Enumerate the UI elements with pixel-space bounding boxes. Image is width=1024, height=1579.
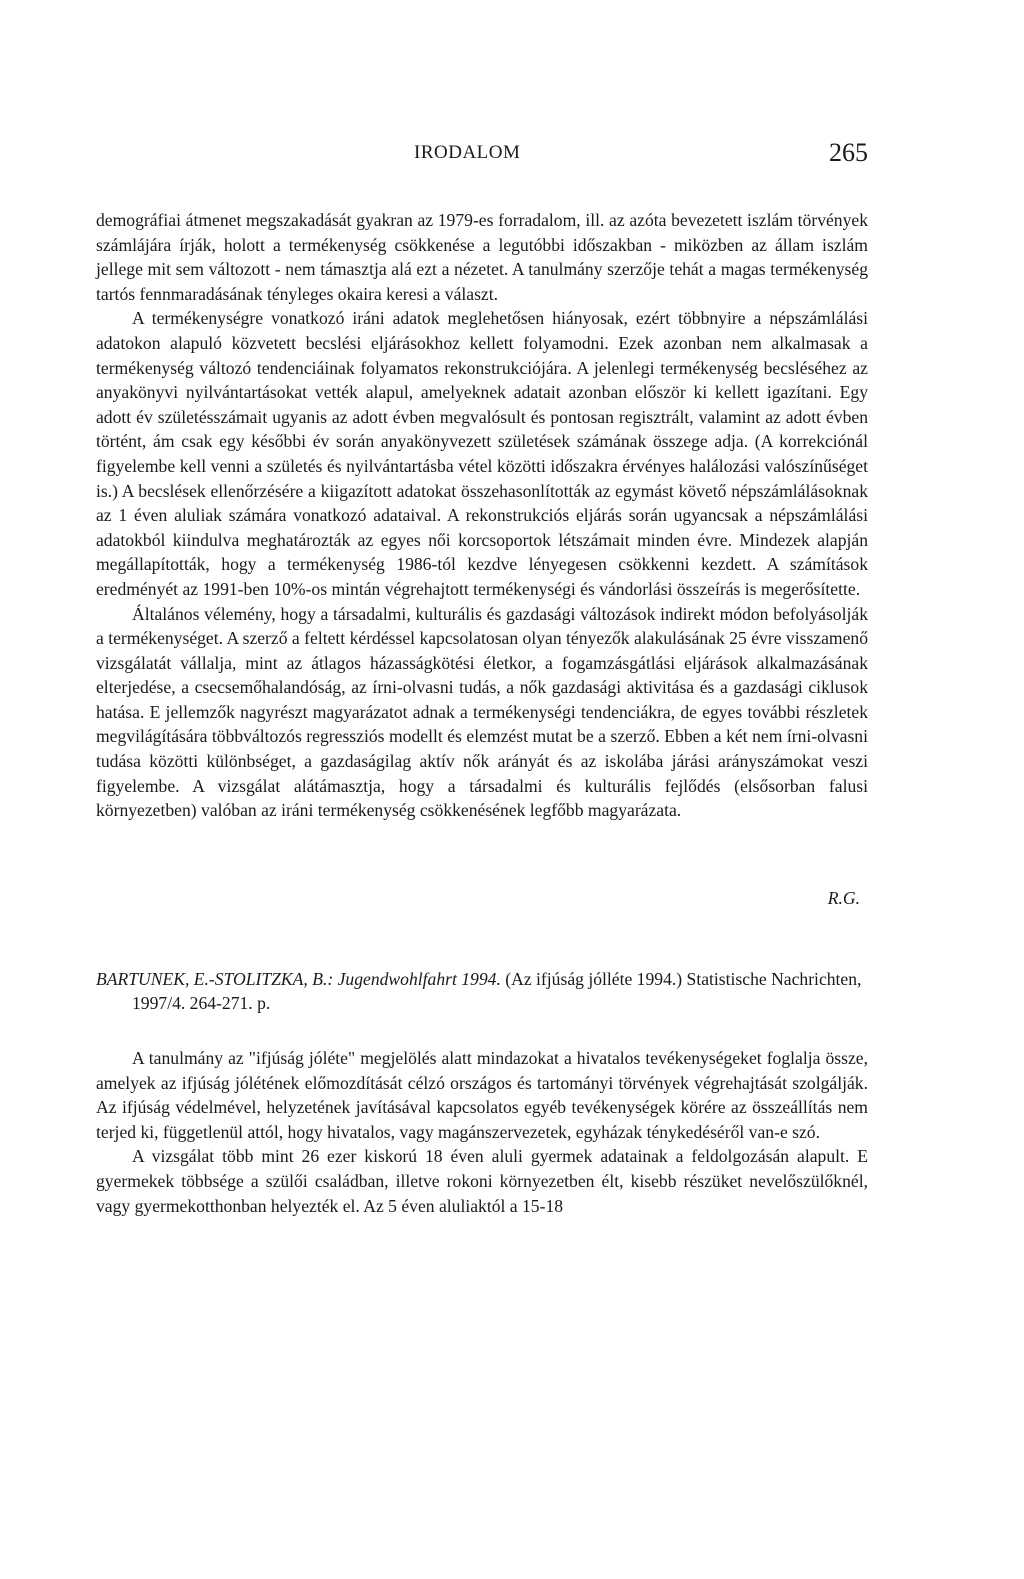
document-page <box>96 138 868 1218</box>
section-title: IRODALOM <box>414 142 521 163</box>
paragraph: Általános vélemény, hogy a társadalmi, kulturális és gazdasági változások indirekt módon befolyásolják a termékenységet. A szerző a feltett kérdéssel kapcsolatosan olyan tényezők alakulásának 25 évre visszamenő vizsgálatát vállalja, mint az átlagos házasságkötési életkor, a fogamzásgátlási eljárások alkalmazásának elterjedése, a csecsemőhalandóság, az írni-olvasni tudás, a nők gazdasági aktivitása és a gazdasági ciklusok hatása. E jellemzők nagyrészt magyarázatot adnak a termékenységi tendenciákra, de egyes további részletek megvilágítására többváltozós regressziós modellt és elemzést mutat be a szerző. Ebben a két nem írni-olvasni tudása közötti különbséget, a gazdaságilag aktív nők arányát és az iskolába járási arányszámokat veszi figyelembe. A vizsgálat alátámasztja, hogy a társadalmi és kulturális fejlődés (elsősorban falusi környezetben) valóban az iráni termékenység csökkenésének legfőbb magyarázata. <box>96 603 868 821</box>
page-number: 265 <box>829 138 868 167</box>
review-iran-fertility <box>96 208 868 823</box>
paragraph: A vizsgálat több mint 26 ezer kiskorú 18 éven aluli gyermek adatainak a feldolgozásán alapult. E gyermekek többsége a szülői családban, illetve rokoni környezetben élt, kisebb részüket nevelőszülőknél, vagy gyermekotthonban helyezték el. Az 5 éven aluliaktól a 15-18 <box>96 1146 868 1216</box>
reference-details: (Az ifjúság jólléte 1994.) Statistische Nachrichten, 1997/4. 264-271. p. <box>132 968 862 1014</box>
running-head <box>96 138 868 184</box>
paragraph: demográfiai átmenet megszakadását gyakran az 1979-es forradalom, ill. az azóta bevezetett iszlám törvények számlájára írják, holott a termékenység csökkenése a legutóbbi időszakban - miközben az állam iszlám jellege mit sem változott - nem támasztja alá ezt a nézetet. A tanulmány szerzője tehát a magas termékenység tartós fennmaradásának tényleges okaira keresi a választ. <box>96 210 868 304</box>
paragraph: A tanulmány az "ifjúság jóléte" megjelölés alatt mindazokat a hivatalos tevékenységeket foglalja össze, amelyek az ifjúság jólétének előmozdítását célzó országos és tartományi törvények végrehajtását szolgálják. Az ifjúság védelmével, helyzetének javításával kapcsolatos egyéb tevékenységek körére az összeállítás nem terjed ki, függetlenül attól, hogy hivatalos, vagy magánszervezetek, egyházak ténykedéséről van-e szó. <box>96 1048 868 1142</box>
review-youth-welfare <box>96 1046 868 1218</box>
bibliographic-reference <box>96 967 868 1016</box>
reference-title: Jugendwohlfahrt 1994. <box>337 968 501 989</box>
reviewer-initials: R.G. <box>827 887 860 908</box>
paragraph: A termékenységre vonatkozó iráni adatok meglehetősen hiányosak, ezért többnyire a népszámlálási adatokon alapuló közvetett becslési eljárásokhoz kellett folyamodni. Ezek azonban nem alkalmasak a termékenység változó tendenciáinak folyamatos rekonstrukciójára. A jelenlegi termékenység becsléséhez az anyakönyvi nyilvántartásokat vették alapul, amelyeknek adatait azonban először ki kellett igazítani. Egy adott év születésszámait ugyanis az adott évben megvalósult és pontosan regisztrált, valamint az adott évben történt, ám csak egy későbbi év során anyakönyvezett születések számának összege adja. (A korrekciónál figyelembe kell venni a születés és nyilvántartásba vétel közötti időszakra érvényes halálozási valószínűséget is.) A becslések ellenőrzésére a kiigazított adatokat összehasonlították az egymást követő népszámlálásoknak az 1 éven aluliak számára vonatkozó adataival. A rekonstrukciós eljárás során ugyancsak a népszámlálási adatokból kiindulva meghatározták az egyes női korcsoportok létszámait minden évre. Mindezek alapján megállapították, hogy a termékenység 1986-tól kezdve lényegesen csökkenni kezdett. A számítások eredményét az 1991-ben 10%-os mintán végrehajtott termékenységi és vándorlási összeírás is megerősítette. <box>96 308 868 599</box>
reference-authors: BARTUNEK, E.-STOLITZKA, B.: <box>96 968 334 989</box>
